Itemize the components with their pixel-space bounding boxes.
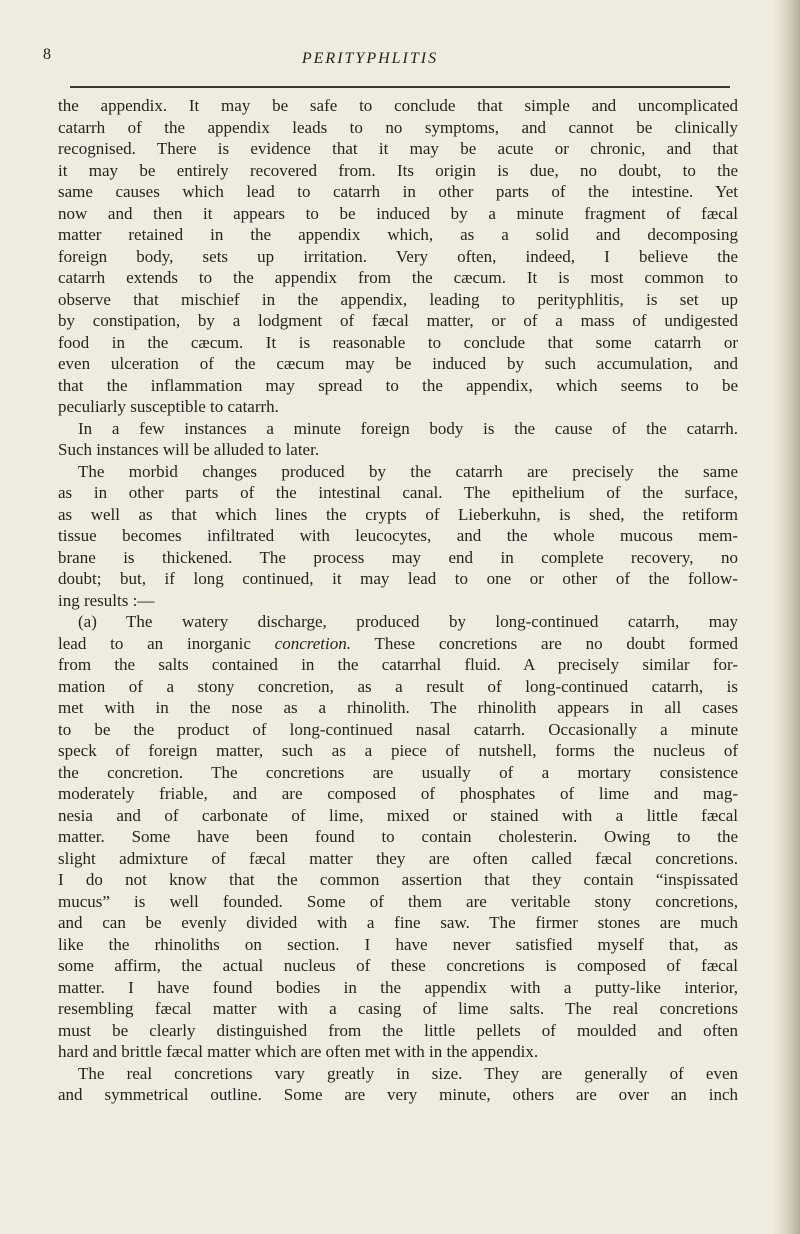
text-line: recognised. There is evidence that it may be acute or chronic, and that: [58, 139, 738, 158]
text-line: In a few instances a minute foreign body is the cause of the catarrh.: [78, 418, 738, 438]
text-line: by constipation, by a lodgment of fæcal matter, or of a mass of undigested: [58, 311, 738, 330]
text-line: speck of foreign matter, such as a piece of nutshell, forms the nucleus of: [58, 741, 738, 760]
text-line: resembling fæcal matter with a casing of lime salts. The real concretions: [58, 999, 738, 1018]
text-line: (a) The watery discharge, produced by long-continued catarrh, may: [78, 612, 738, 631]
text-line: catarrh of the appendix leads to no symptoms, and cannot be clinically: [58, 117, 738, 137]
text-line: The real concretions vary greatly in size. They are generally of even: [78, 1063, 738, 1083]
text-line: moderately friable, and are composed of phosphates of lime and mag-: [58, 784, 738, 803]
text-line: peculiarly susceptible to catarrh.: [58, 397, 279, 416]
text-line: nesia and of carbonate of lime, mixed or stained with a little fæcal: [58, 805, 738, 825]
text-line: now and then it appears to be induced by a minute fragment of fæcal: [58, 203, 738, 223]
text-line: The morbid changes produced by the catarrh are precisely the same: [78, 461, 738, 481]
text-line: that the inflammation may spread to the appendix, which seems to be: [58, 375, 738, 395]
text-line: brane is thickened. The process may end in complete recovery, no: [58, 547, 738, 567]
text-line: the appendix. It may be safe to conclude that simple and uncomplicated: [58, 96, 738, 115]
text-line: even ulceration of the cæcum may be induced by such accumulation, and: [58, 354, 738, 373]
text-line: met with in the nose as a rhinolith. The rhinolith appears in all cases: [58, 698, 738, 717]
page-number: 8: [43, 46, 51, 63]
text-line: food in the cæcum. It is reasonable to conclude that some catarrh or: [58, 332, 738, 352]
body-text: [58, 95, 738, 1106]
running-head: [0, 46, 800, 76]
text-line: matter. I have found bodies in the appendix with a putty-like interior,: [58, 977, 738, 997]
text-line: matter. Some have been found to contain cholesterin. Owing to the: [58, 827, 738, 846]
italic-term: concretion.: [274, 633, 351, 653]
text-line: matter retained in the appendix which, as a solid and decomposing: [58, 225, 738, 244]
text-line: hard and brittle fæcal matter which are often met with in the appendix.: [58, 1042, 539, 1061]
text-line: and can be evenly divided with a fine saw. The firmer stones are much: [58, 913, 738, 932]
text-line: Such instances will be alluded to later.: [58, 440, 320, 459]
text-line: must be clearly distinguished from the little pellets of moulded and often: [58, 1020, 738, 1040]
text-line: ing results :—: [58, 590, 155, 610]
text-line: catarrh extends to the appendix from the cæcum. It is most common to: [58, 268, 738, 287]
text-line: the concretion. The concretions are usually of a mortary consistence: [58, 762, 738, 782]
text-line: as in other parts of the intestinal canal. The epithelium of the surface,: [58, 483, 738, 502]
text-line: like the rhinoliths on section. I have never satisfied myself that, as: [58, 934, 738, 954]
text-line: observe that mischief in the appendix, leading to perityphlitis, is set up: [58, 289, 738, 309]
text-line: mation of a stony concretion, as a result of long-continued catarrh, is: [58, 676, 738, 696]
text-line: to be the product of long-continued nasal catarrh. Occasionally a minute: [58, 719, 738, 739]
text-line: foreign body, sets up irritation. Very often, indeed, I believe the: [58, 246, 738, 266]
text-line: tissue becomes infiltrated with leucocytes, and the whole mucous mem-: [58, 526, 738, 545]
text-line: doubt; but, if long continued, it may lead to one or other of the follow-: [58, 569, 738, 588]
text-line: some affirm, the actual nucleus of these concretions is composed of fæcal: [58, 956, 738, 975]
header-rule: [70, 86, 730, 88]
text-line: from the salts contained in the catarrhal fluid. A precisely similar for-: [58, 655, 738, 674]
text-line: I do not know that the common assertion that they contain “inspissated: [58, 870, 738, 889]
text-line: same causes which lead to catarrh in other parts of the intestine. Yet: [58, 182, 738, 201]
text-line: and symmetrical outline. Some are very minute, others are over an inch: [58, 1085, 738, 1104]
text-line: it may be entirely recovered from. Its origin is due, no doubt, to the: [58, 160, 738, 180]
text-line: as well as that which lines the crypts of Lieberkuhn, is shed, the retiform: [58, 504, 738, 524]
page-edge-shadow: [774, 0, 800, 1234]
text-line: slight admixture of fæcal matter they are often called fæcal concretions.: [58, 848, 738, 868]
running-title: PERITYPHLITIS: [301, 50, 439, 67]
text-line: lead to an inorganic concretion. These concretions are no doubt formed: [58, 633, 738, 653]
text-line: mucus” is well founded. Some of them are veritable stony concretions,: [58, 891, 738, 911]
